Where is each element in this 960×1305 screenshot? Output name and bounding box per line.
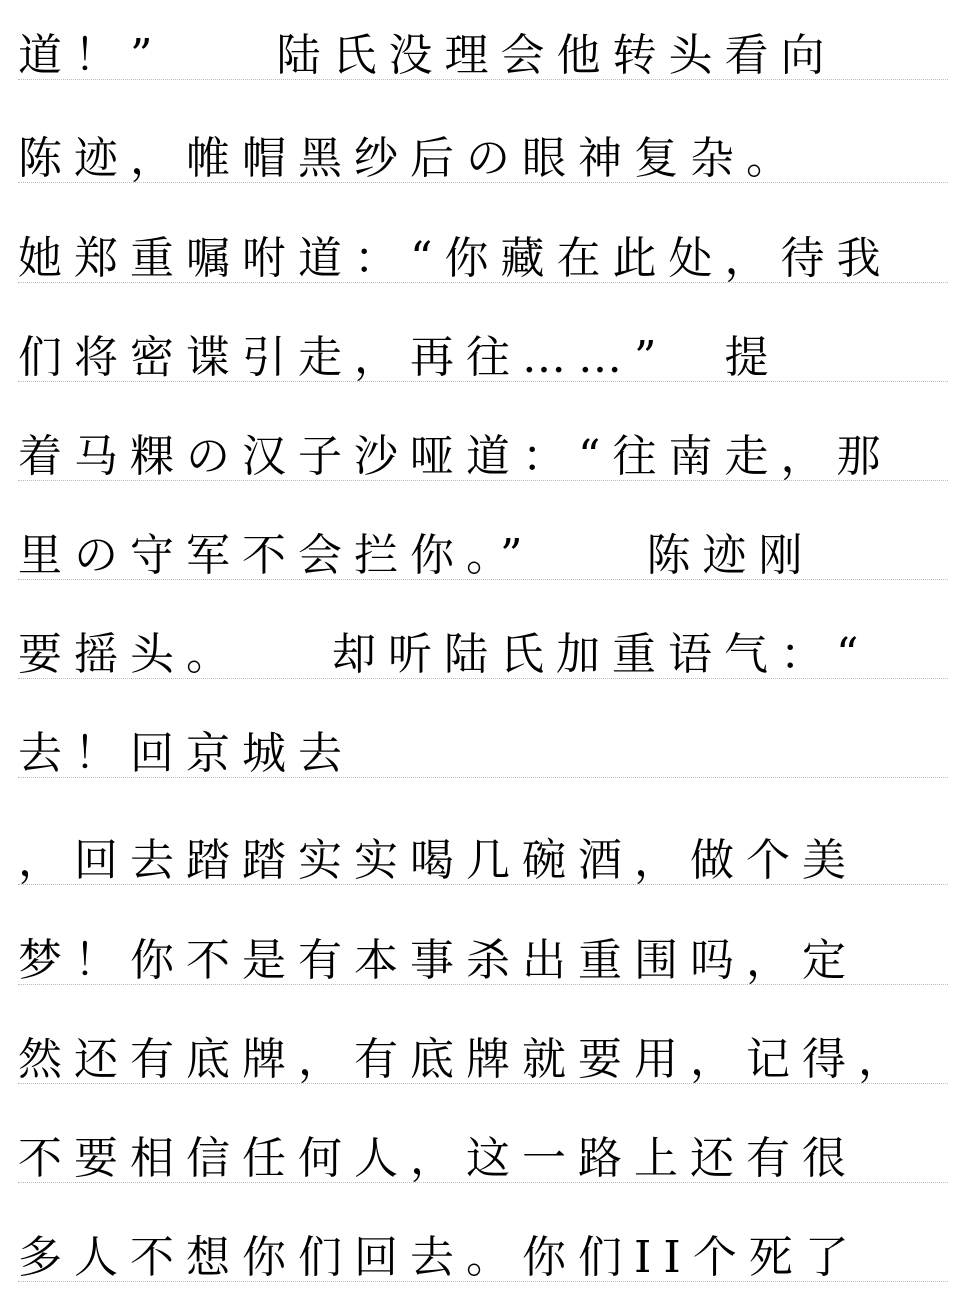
text-line: 梦！你不是有本事杀出重围吗，定 (18, 931, 948, 991)
text-line: ，回去踏踏实实喝几碗酒，做个美 (18, 831, 948, 891)
text-line: 里の守军不会拦你。” 陈迹刚 (18, 526, 948, 586)
text-line: 她郑重嘱咐道：“你藏在此处，待我 (18, 229, 948, 289)
text-line: 陈迹，帷帽黑纱后の眼神复杂。 (18, 129, 948, 189)
text-line: 要摇头。 却听陆氏加重语气：“ (18, 625, 948, 685)
text-line: 去！回京城去 (18, 724, 948, 784)
text-line: 着马粿の汉子沙哑道：“往南走，那 (18, 427, 948, 487)
text-line: 不要相信任何人，这一路上还有很 (18, 1129, 948, 1189)
text-line: 道！” 陆氏没理会他转头看向 (18, 26, 948, 86)
text-line: 多人不想你们回去。你们II个死了 (18, 1228, 948, 1288)
text-line: 然还有底牌，有底牌就要用，记得， (18, 1030, 948, 1090)
text-line: 们将密谍引走，再往……” 提 (18, 328, 948, 388)
